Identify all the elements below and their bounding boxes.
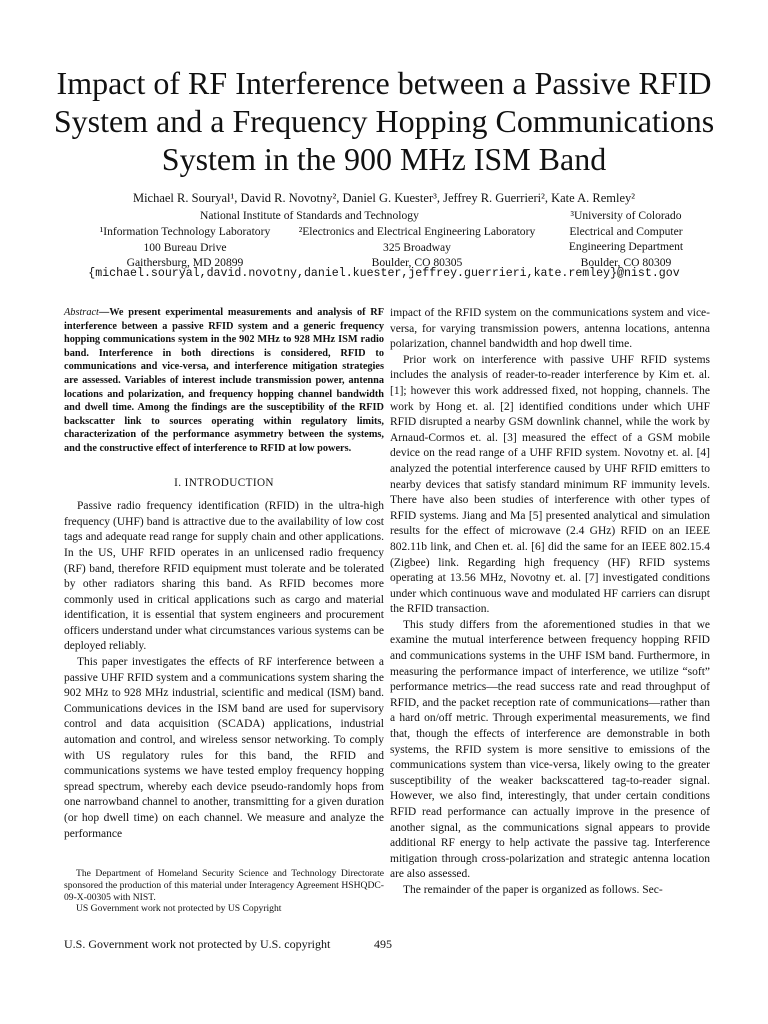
right-column — [390, 306, 710, 899]
paragraph: impact of the RFID system on the communications system and vice-versa, for varying transmission powers, antenna locations, antenna polarization, channel bandwidth and hop dwell time. — [390, 307, 710, 351]
left-column — [64, 306, 384, 842]
author-emails: {michael.souryal,david.novotny,daniel.kuester,jeffrey.guerrieri,kate.remley}@nist.gov — [88, 267, 680, 280]
affiliation-itl-name: ¹Information Technology Laboratory — [99, 225, 271, 238]
footer-copyright: U.S. Government work not protected by U.S. copyright — [64, 937, 331, 951]
affiliation-eel-address1: 325 Broadway — [383, 240, 451, 254]
abstract-text: —We present experimental measurements and analysis of RF interference between a passive RFID system and a generic frequency hopping communications system in the 902 MHz to 928 MHz ISM radio band. Interference in both directions is considered, RFID to communications and vice-versa, and interference mitigation strategies are assessed. Variables of interest include transmission power, antenna locations and polarization, and frequency hopping channel bandwidth and dwell time. Among the findings are the susceptibility of the RFID backscatter link to sources operating within regulatory limits, characterization of the performance asymmetry between the systems, and the constructive effect of interference to RFID at low powers. — [64, 307, 384, 454]
page-number: 495 — [374, 937, 392, 951]
affiliation-cu-dept2: Engineering Department — [568, 240, 684, 253]
affiliation-nist — [200, 208, 419, 224]
abstract — [64, 306, 384, 456]
section-heading-introduction: I. INTRODUCTION — [174, 476, 274, 489]
paragraph: Passive radio frequency identification (RFID) in the ultra-high frequency (UHF) band is attractive due to the availability of low cost tags and adequate read range for supply chain and other applications. In the US, UHF RFID operates in an unlicensed radio frequency (RF) band, therefore RFID equipment must tolerate and be tolerated by other radiators sharing this band. As RFID becomes more commonly used in critical applications such as cargo and material identification, it is essential that system engineers and procurement officers understand under what circumstances various systems can be deployed reliably. — [64, 500, 384, 653]
affiliation-cu-dept1: Electrical and Computer — [569, 224, 683, 238]
affiliation-cu-name: ³University of Colorado — [570, 209, 682, 222]
abstract-label: Abstract — [64, 307, 99, 318]
footnote-sponsor: The Department of Homeland Security Science and Technology Directorate sponsored the production of this material under Interagency Agreement HSHQDC-09-X-00305 with NIST. — [64, 868, 384, 903]
footnote-copyright: US Government work not protected by US Copyright — [76, 903, 282, 915]
affiliation-eel-name: ²Electronics and Electrical Engineering Laboratory — [298, 225, 536, 238]
paragraph: The remainder of the paper is organized as follows. Sec- — [403, 883, 663, 896]
affiliation-eel-address2: Boulder, CO 80305 — [371, 256, 463, 269]
footnote — [64, 868, 384, 915]
paragraph: Prior work on interference with passive UHF RFID systems includes the analysis of reader-to-reader interference by Kim et. al. [1]; however this work addressed fixed, not hopping, channels. The work by Hong et. al. [2] identified conditions under which UHF RFID disrupted a nearby GSM downlink channel, while the work by Arnaud-Cormos et. al. [3] measured the effect of a GSM mobile device on the read range of a UHF RFID system. Novotny et. al. [4] analyzed the potential interference caused by UHF RFID emitters to nearby devices that satisfy standard minimum RF immunity levels. There have also been studies of interference with other types of RFID systems. Jiang and Ma [5] presented analytical and simulation results for the effect of microwave (2.4 GHz) RFID on an IEEE 802.11b link, and Chen et. al. [6] did the same for an IEEE 802.15.4 (Zigbee) link. Regarding high frequency (HF) RFID systems operating at 13.56 MHz, Novotny et. al. [7] investigated conditions under which continuous wave and modulated HF carriers can disrupt the RFID transaction. — [390, 353, 710, 616]
paragraph: This study differs from the aforementioned studies in that we examine the mutual interference between frequency hopping RFID and communications systems in the UHF ISM band. Furthermore, in measuring the performance impact of interference, we utilize “soft” performance metrics—the read success rate and read throughput of RFID, and the packet reception rate of communications—rather than a hard on/off metric. Through experimental measurements, we find that, though the effects of interference are demonstrable in both systems, the RFID system is more sensitive to emissions of the communications system than vice-versa, likely owing to the greater susceptibility of the weaker backscattered tag-to-reader signal. However, we also find, interestingly, that under certain conditions RFID read performance can actually improve in the presence of another signal, as the communications signal appears to provide additional RF energy to help activate the passive tag. Interference mitigation through cross-polarization and strategic antenna location are also assessed. — [390, 618, 710, 881]
author-list: Michael R. Souryal¹, David R. Novotny², Daniel G. Kuester³, Jeffrey R. Guerrieri², Kate A. Remley² — [132, 191, 636, 205]
affiliation-cu — [556, 208, 696, 270]
affiliation-cu-address: Boulder, CO 80309 — [580, 255, 672, 269]
affiliation-nist-name: National Institute of Standards and Technology — [200, 209, 419, 222]
paragraph: This paper investigates the effects of RF interference between a passive UHF RFID system and a communications system sharing the 902 MHz to 928 MHz industrial, scientific and medical (ISM) band. Communications devices in the ISM band are used for supervisory control and data acquisition (SCADA) applications, industrial automation and control, and wireless sensor networking. To comply with US regulatory rules for this band, the RFID and communications systems we have tested employ frequency hopping spread spectrum, whereby each device pseudo-randomly hops from one narrowband channel to another, transmitting for a given duration (or hop dwell time) on each channel. We measure and analyze the performance — [64, 656, 384, 840]
affiliation-eel — [286, 224, 548, 271]
paper-title: Impact of RF Interference between a Passive RFID System and a Frequency Hopping Communications System in the 900 MHz ISM Band — [53, 65, 715, 177]
affiliation-itl-address2: Gaithersburg, MD 20899 — [126, 256, 244, 269]
affiliation-itl — [90, 224, 280, 271]
affiliation-itl-address1: 100 Bureau Drive — [143, 240, 227, 254]
